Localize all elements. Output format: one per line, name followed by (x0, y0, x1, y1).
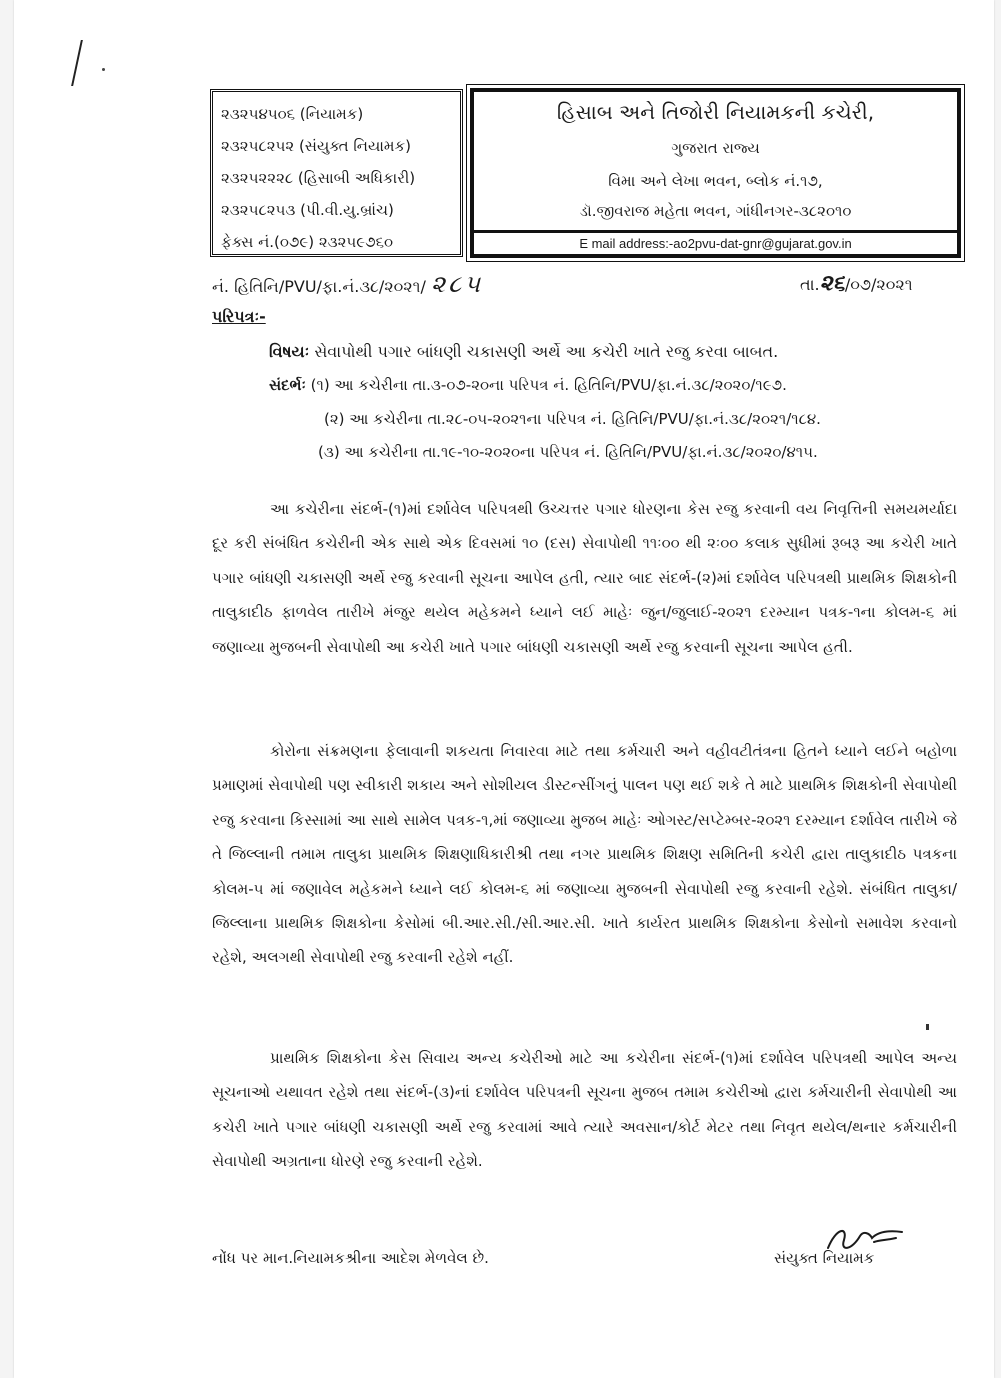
handwritten-slash-mark (71, 40, 89, 86)
reference-2: (૨) આ કચેરીના તા.૨૮-૦૫-૨૦૨૧ના પરિપત્ર નં. હિતિનિ/PVU/ફા.નં.૩૮/૨૦૨૧/૧૮૪. (324, 410, 821, 428)
paragraph-1-text: આ કચેરીના સંદર્ભ-(૧)માં દર્શાવેલ પરિપત્રથી ઉચ્ચત્તર પગાર ધોરણના કેસ રજુ કરવાની વય નિવૃત્તિની સમયમર્યાદા દૂર કરી સંબંધિત કચેરીની એક સાથે એક દિવસમાં ૧૦ (દસ) સેવાપોથી ૧૧ઃ૦૦ થી ૨ઃ૦૦ કલાક સુધીમાં રૂબરૂ આ કચેરી ખાતે પગાર બાંધણી ચકાસણી અર્થે રજુ કરવાની સૂચના આપેલ હતી, ત્યાર બાદ સંદર્ભ-(૨)માં દર્શાવેલ પરિપત્રથી પ્રાથમિક શિક્ષકોની તાલુકાદીઠ ફાળવેલ તારીખે મંજુર થયેલ મહેકમને ધ્યાને લઈ માહેઃ જુન/જુલાઈ-૨૦૨૧ દરમ્યાન પત્રક-૧ના કોલમ-૬ માં જણાવ્યા મુજબની સેવાપોથી આ કચેરી ખાતે પગાર બાંધણી ચકાસણી અર્થે રજુ કરવાની સૂચના આપેલ હતી. (212, 500, 957, 656)
office-name: હિસાબ અને તિજોરી નિયામકની કચેરી, (556, 100, 875, 124)
paragraph-3-text: પ્રાથમિક શિક્ષકોના કેસ સિવાય અન્ય કચેરીઓ માટે આ કચેરીના સંદર્ભ-(૧)માં દર્શાવેલ પરિપત્રથી આપેલ અન્ય સૂચનાઓ યથાવત રહેશે તથા સંદર્ભ-(૩)નાં દર્શાવેલ પરિપત્રની સૂચના મુજબ તમામ કચેરીઓ દ્વારા કર્મચારીની સેવાપોથી આ કચેરી ખાતે પગાર બાંધણી ચકાસણી અર્થે રજુ કરવામાં આવે ત્યારે અવસાન/કોર્ટ મેટર તથા નિવૃત થયેલ/થનાર કર્મચારીની સેવાપોથી અગ્રતાના ધોરણે રજુ કરવાની રહેશે. (212, 1049, 957, 1171)
reference-1 (269, 376, 787, 394)
date-prefix: તા. (800, 275, 820, 294)
state-name: ગુજરાત રાજ્ય (671, 139, 760, 157)
phone-accounts-officer: ૨૩૨૫૨૨૨૮ (હિસાબી અધિકારી) (221, 169, 416, 187)
document-page (14, 0, 994, 1378)
phone-director: ૨૩૨૫૪૫૦૬ (નિયામક) (221, 105, 364, 123)
paragraph-2-text: કોરોના સંક્રમણના ફેલાવાની શકયતા નિવારવા માટે તથા કર્મચારી અને વહીવટીતંત્રના હિતને ધ્યાને લઈને બહોળા પ્રમાણમાં સેવાપોથી પણ સ્વીકારી શકાય અને સોશીયલ ડીસ્ટન્સીંગનું પાલન પણ થઈ શકે તે માટે પ્રાથમિક શિક્ષકોની સેવાપોથી રજુ કરવાના કિસ્સામાં આ સાથે સામેલ પત્રક-૧,માં જણાવ્યા મુજબ માહેઃ ઓગસ્ટ/સપ્ટેમ્બર-૨૦૨૧ દરમ્યાન દર્શાવેલ તારીખે જે તે જિલ્લાની તમામ તાલુકા પ્રાથમિક શિક્ષણાધિકારીશ્રી તથા નગર પ્રાથમિક શિક્ષણ સમિતિની કચેરી દ્વારા તાલુકાદીઠ પત્રકના કોલમ-૫ માં જણાવેલ મહેકમને ધ્યાને લઈ કોલમ-૬ માં જણાવ્યા મુજબની સેવાપોથી રજુ કરવાની રહેશે. સંબંધિત તાલુકા/જિલ્લાના પ્રાથમિક શિક્ષકોના કેસોમાં બી.આર.સી./સી.આર.સી. ખાતે કાર્યરત પ્રાથમિક શિક્ષકોના કેસોનો સમાવેશ કરવાનો રહેશે, અલગથી સેવાપોથી રજુ કરવાની રહેશે નહીં. (212, 742, 957, 967)
approval-note: નોંધ પર માન.નિયામકશ્રીના આદેશ મેળવેલ છે. (212, 1249, 489, 1267)
email-address: E mail address:-ao2pvu-dat-gnr@gujarat.gov.in (579, 236, 852, 251)
handwritten-signature (822, 1222, 908, 1262)
ink-mark (926, 1024, 929, 1030)
phone-joint-director: ૨૩૨૫૮૨૫૨ (સંયુક્ત નિયામક) (221, 137, 411, 155)
address-line-1: વિમા અને લેખા ભવન, બ્લોક નં.૧૭, (608, 172, 823, 190)
paragraph-2 (212, 734, 957, 975)
references-label: સંદર્ભઃ (269, 376, 306, 394)
reference-1-text: (૧) આ કચેરીના તા.૩-૦૭-૨૦ના પરિપત્ર નં. હિતિનિ/PVU/ફા.નં.૩૮/૨૦૨૦/૧૯૭. (305, 376, 787, 394)
reference-number-prefix: નં. હિતિનિ/PVU/ફા.નં.૩૮/૨૦૨૧/ (212, 277, 426, 296)
reference-number (212, 270, 483, 298)
divider (474, 230, 957, 233)
subject-label: વિષયઃ (269, 342, 310, 361)
circular-date (800, 270, 913, 296)
date-suffix: /૦૭/૨૦૨૧ (844, 275, 913, 294)
address-line-2: ડૉ.જીવરાજ મહેતા ભવન, ગાંધીનગર-૩૮૨૦૧૦ (579, 202, 852, 220)
signatory-title: સંયુક્ત નિયામક (774, 1249, 875, 1267)
contact-numbers-box (210, 89, 463, 257)
reference-number-handwritten: ૨૮૫ (430, 270, 484, 298)
circular-label: પરિપત્રઃ- (212, 307, 266, 326)
reference-3: (૩) આ કચેરીના તા.૧૯-૧૦-૨૦૨૦ના પરિપત્ર નં. હિતિનિ/PVU/ફા.નં.૩૮/૨૦૨૦/૪૧૫. (318, 443, 818, 461)
office-address-box (470, 88, 961, 258)
ink-dot (102, 68, 105, 71)
phone-pvu-branch: ૨૩૨૫૮૨૫૩ (પી.વી.યુ.બ્રાંચ) (221, 201, 394, 219)
date-handwritten-day: ૨૬ (819, 270, 845, 296)
subject-line (269, 342, 778, 362)
paragraph-3 (212, 1041, 957, 1179)
subject-text: સેવાપોથી પગાર બાંધણી ચકાસણી અર્થે આ કચેરી ખાતે રજુ કરવા બાબત. (309, 342, 779, 361)
paragraph-1 (212, 492, 957, 664)
fax-number: ફેક્સ નં.(૦૭૯) ૨૩૨૫૯૭૬૦ (221, 233, 394, 251)
